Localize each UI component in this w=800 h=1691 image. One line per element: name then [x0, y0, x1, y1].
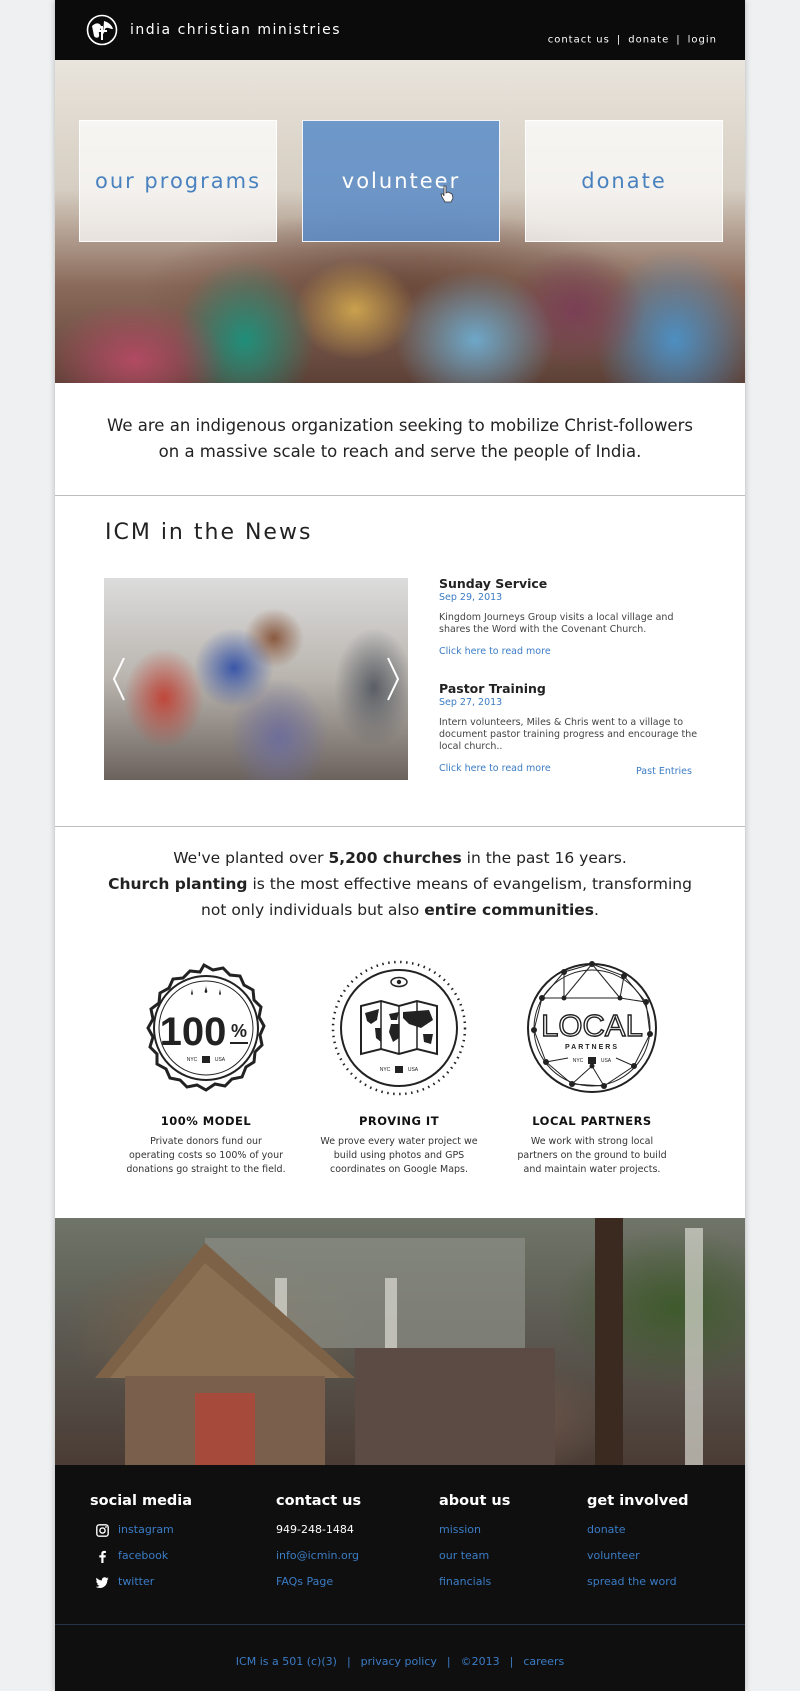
badge-100-text: 100 — [159, 1010, 227, 1054]
footer-nonprofit-status: ICM is a 501 (c)(3) — [235, 1655, 337, 1668]
feature-title: PROVING IT — [358, 1114, 440, 1128]
nav-contact-us[interactable]: contact us — [547, 34, 610, 46]
footer-separator: | — [346, 1655, 351, 1668]
section-divider — [55, 826, 745, 827]
footer-link-volunteer[interactable]: volunteer — [587, 1549, 640, 1562]
news-item-date: Sep 27, 2013 — [439, 697, 503, 708]
chevron-right-icon[interactable] — [386, 656, 400, 702]
news-photo-carousel[interactable] — [104, 578, 408, 780]
nav-login[interactable]: login — [687, 34, 717, 46]
footer-separator: | — [446, 1655, 451, 1668]
news-item-title[interactable]: Sunday Service — [439, 576, 548, 591]
svg-text:NYC: NYC — [186, 1057, 198, 1063]
church-line-3: not only individuals but also entire communities. — [201, 901, 599, 919]
past-entries-link[interactable]: Past Entries — [636, 766, 692, 777]
footer-divider — [55, 1624, 745, 1625]
feature-desc: We work with strong local partners on the ground to build and maintain water projects. — [517, 1136, 667, 1175]
mission-text: We are an indigenous organization seeking to mobilize Christ-followers on a massive scale to reach and serve the people of India. — [107, 416, 693, 461]
hero-banner — [55, 60, 745, 383]
news-item-title[interactable]: Pastor Training — [439, 681, 546, 696]
news-item — [439, 681, 709, 774]
page — [55, 0, 745, 1691]
feature-desc: Private donors fund our operating costs so 100% of your donations go straight to the field. — [126, 1136, 286, 1175]
footer-social-title: social media — [90, 1493, 193, 1509]
badge-partners-text: PARTNERS — [565, 1044, 619, 1051]
footer-link-instagram[interactable]: instagram — [118, 1523, 174, 1536]
footer-link-twitter[interactable]: twitter — [118, 1575, 155, 1588]
read-more-link[interactable]: Click here to read more — [439, 646, 551, 657]
tile-donate[interactable]: donate — [525, 120, 723, 242]
local-partners-badge-icon — [522, 958, 662, 1098]
hand-cursor-icon — [440, 185, 454, 203]
village-photo — [55, 1218, 745, 1465]
footer-link-donate[interactable]: donate — [587, 1523, 626, 1536]
news-item-body: Kingdom Journeys Group visits a local village and shares the Word with the Covenant Church. — [439, 612, 674, 635]
footer-phone: 949-248-1484 — [276, 1523, 354, 1536]
mission-statement — [55, 383, 745, 495]
chevron-left-icon[interactable] — [112, 656, 126, 702]
news-item — [439, 576, 709, 657]
news-item-body: Intern volunteers, Miles & Chris went to a village to document pastor training progress and encourage the local church.. — [439, 717, 698, 752]
instagram-icon[interactable] — [96, 1524, 109, 1537]
world-map-badge-icon — [329, 958, 469, 1098]
footer-link-mission[interactable]: mission — [439, 1523, 481, 1536]
badge-local-text: LOCAL — [541, 1008, 643, 1043]
badge-percent-text: % — [230, 1021, 248, 1041]
svg-text:USA: USA — [600, 1058, 612, 1064]
footer-bottom-bar — [55, 1655, 745, 1668]
feature-title: LOCAL PARTNERS — [532, 1114, 652, 1128]
church-line-2: Church planting is the most effective means of evangelism, transforming — [108, 875, 692, 893]
svg-text:USA: USA — [407, 1067, 419, 1073]
footer-email-link[interactable]: info@icmin.org — [276, 1549, 360, 1562]
footer-careers-link[interactable]: careers — [523, 1655, 565, 1668]
footer-link-our-team[interactable]: our team — [439, 1549, 490, 1562]
footer-separator: | — [509, 1655, 514, 1668]
read-more-link[interactable]: Click here to read more — [439, 763, 551, 774]
church-line-1: We've planted over 5,200 churches in the past 16 years. — [173, 849, 627, 867]
footer-link-spread-the-word[interactable]: spread the word — [587, 1575, 677, 1588]
svg-text:NYC: NYC — [379, 1067, 391, 1073]
news-heading: ICM in the News — [105, 520, 313, 545]
footer-privacy-link[interactable]: privacy policy — [360, 1655, 437, 1668]
nav-separator: | — [616, 34, 622, 46]
svg-text:USA: USA — [214, 1057, 226, 1063]
news-item-date: Sep 29, 2013 — [439, 592, 503, 603]
site-brand[interactable]: india christian ministries — [130, 22, 341, 38]
nav-separator: | — [676, 34, 681, 46]
nav-donate[interactable]: donate — [628, 34, 670, 46]
footer-contact-title: contact us — [276, 1493, 362, 1509]
footer-copyright: ©2013 — [460, 1655, 500, 1668]
globe-logo-icon[interactable] — [86, 14, 118, 46]
top-nav — [548, 35, 717, 46]
tile-our-programs[interactable]: our programs — [79, 120, 277, 242]
site-header — [55, 0, 745, 60]
tile-volunteer[interactable]: volunteer — [302, 120, 500, 242]
footer-about-title: about us — [439, 1493, 511, 1509]
church-planting-statement — [55, 845, 745, 923]
facebook-icon[interactable] — [96, 1550, 109, 1563]
footer-faq-link[interactable]: FAQs Page — [276, 1575, 334, 1588]
feature-desc: We prove every water project we build using photos and GPS coordinates on Google Maps. — [320, 1136, 478, 1175]
twitter-icon[interactable] — [96, 1576, 109, 1589]
village-hut-illustration — [55, 1218, 745, 1465]
hundred-percent-badge-icon — [136, 958, 276, 1098]
footer-link-facebook[interactable]: facebook — [118, 1549, 169, 1562]
footer-involved-title: get involved — [587, 1493, 689, 1509]
section-divider — [55, 495, 745, 496]
footer-link-financials[interactable]: financials — [439, 1575, 492, 1588]
feature-title: 100% MODEL — [160, 1114, 252, 1128]
svg-text:NYC: NYC — [572, 1058, 584, 1064]
